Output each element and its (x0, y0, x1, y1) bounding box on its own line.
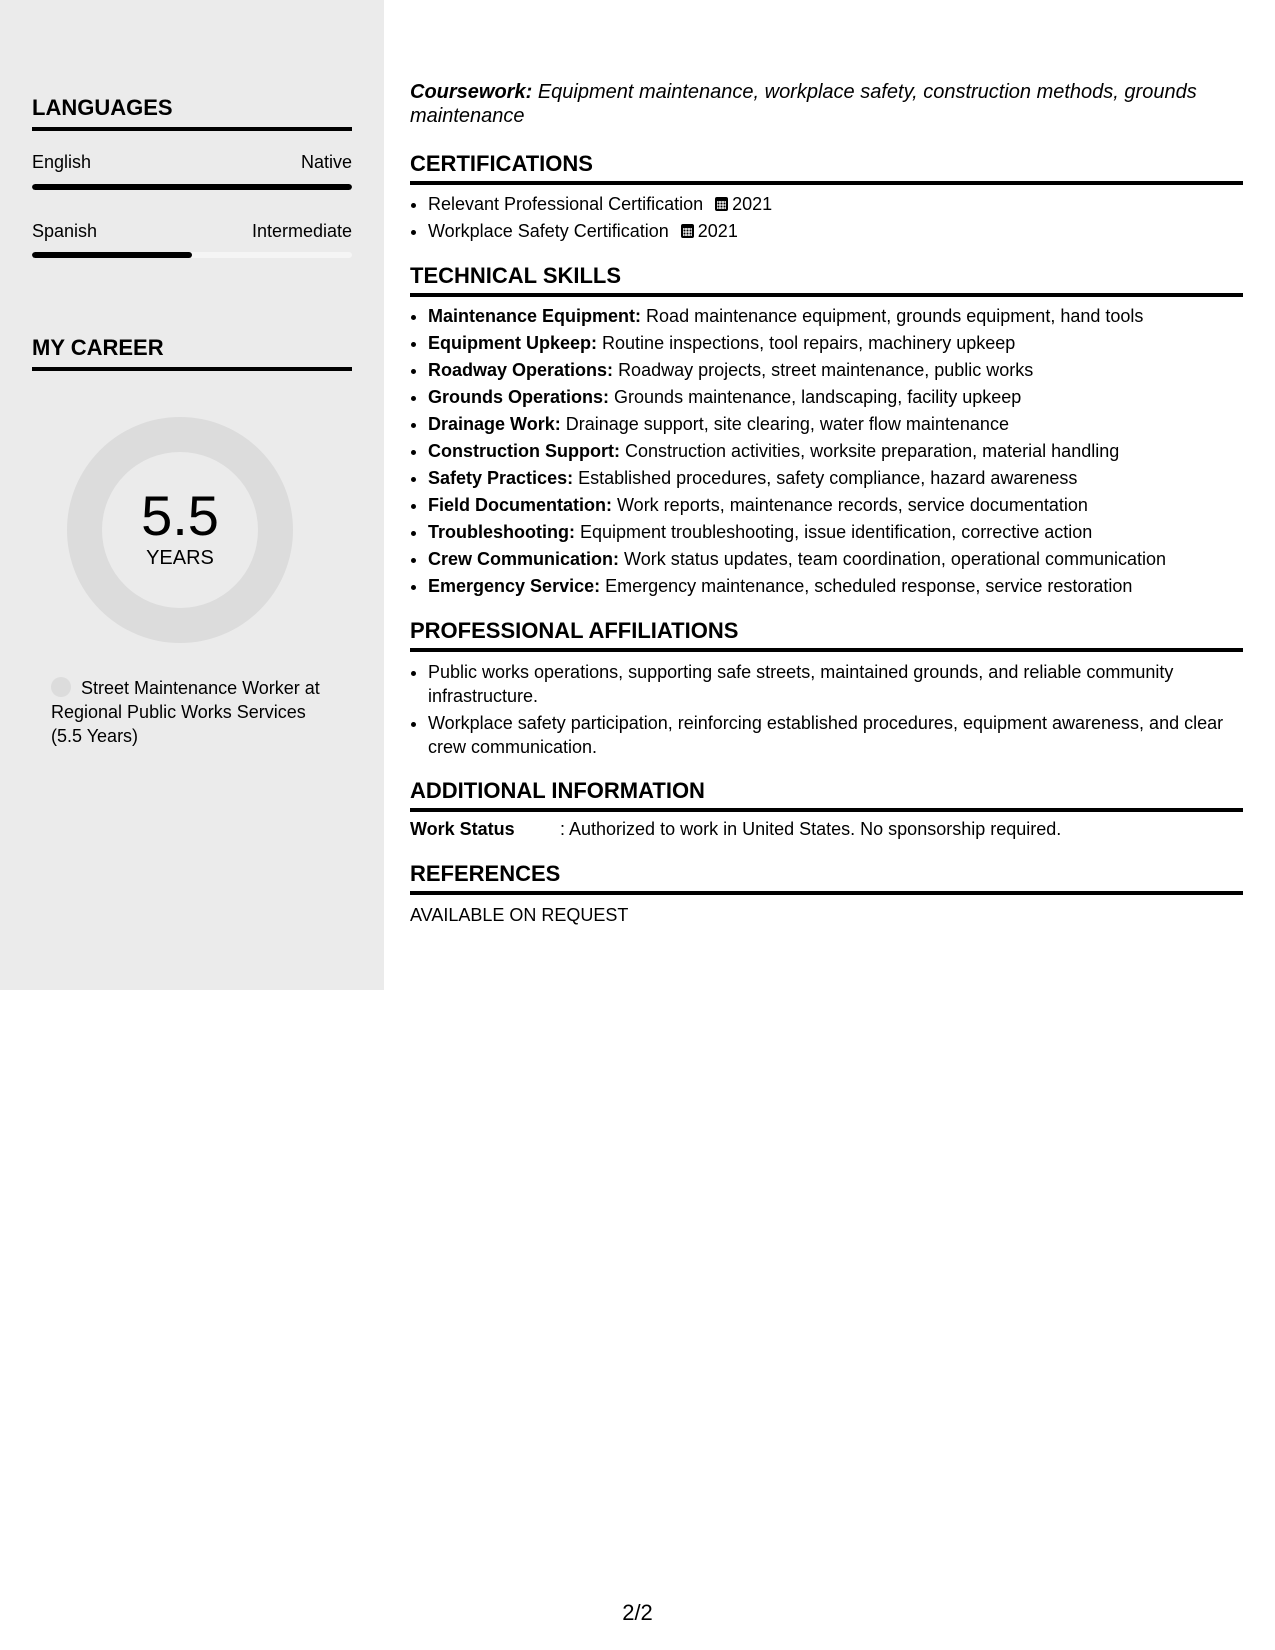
language-name: Spanish (32, 221, 98, 241)
skill-label: Drainage Work: (428, 414, 561, 434)
career-years-donut (67, 417, 293, 643)
work-status-value: : Authorized to work in United States. No sponsorship required. (560, 819, 1062, 839)
skill-item (428, 411, 1243, 438)
career-dot-icon (51, 677, 71, 697)
skill-label: Safety Practices: (428, 468, 574, 488)
language-bar-english (32, 184, 352, 190)
affiliations-list (410, 660, 1243, 762)
references-heading: REFERENCES (410, 861, 1243, 895)
certifications-list (410, 191, 1243, 245)
skill-item (428, 330, 1243, 357)
language-bar-fill (32, 184, 352, 190)
coursework-label: Coursework: (410, 81, 533, 103)
coursework (410, 80, 1243, 128)
skill-text: Roadway projects, street maintenance, public works (618, 360, 1034, 380)
certification-name: Workplace Safety Certification (428, 221, 669, 241)
career-heading: MY CAREER (32, 335, 352, 371)
affiliations-heading: PROFESSIONAL AFFILIATIONS (410, 618, 1243, 652)
skill-text: Grounds maintenance, landscaping, facility upkeep (614, 387, 1022, 407)
skill-item (428, 465, 1243, 492)
skill-text: Road maintenance equipment, grounds equipment, hand tools (646, 306, 1144, 326)
calendar-icon (715, 197, 728, 211)
skill-text: Work status updates, team coordination, operational communication (624, 549, 1166, 569)
skill-label: Troubleshooting: (428, 522, 575, 542)
calendar-icon (681, 224, 694, 238)
skill-text: Work reports, maintenance records, service documentation (617, 495, 1088, 515)
career-entry-text: Street Maintenance Worker at Regional Public Works Services (5.5 Years) (51, 678, 320, 746)
coursework-text: Equipment maintenance, workplace safety, construction methods, grounds maintenance (410, 81, 1197, 127)
skill-text: Drainage support, site clearing, water flow maintenance (565, 414, 1009, 434)
skill-item (428, 438, 1243, 465)
skill-text: Emergency maintenance, scheduled response, service restoration (605, 576, 1133, 596)
language-name: English (32, 152, 92, 172)
sidebar (0, 0, 384, 990)
skill-item (428, 573, 1243, 600)
skill-item (428, 492, 1243, 519)
references-text: AVAILABLE ON REQUEST (410, 905, 629, 925)
page-number: 2/2 (622, 1600, 653, 1625)
skill-item (428, 357, 1243, 384)
certification-item (428, 191, 1243, 218)
skill-item (428, 303, 1243, 330)
language-level: Intermediate (251, 221, 352, 241)
skill-label: Emergency Service: (428, 576, 601, 596)
technical-skills-list (410, 303, 1243, 600)
languages-heading: LANGUAGES (32, 95, 352, 131)
language-row-english (32, 152, 352, 173)
career-years-unit: YEARS (146, 547, 214, 569)
skill-label: Grounds Operations: (428, 387, 610, 407)
skill-item (428, 546, 1243, 573)
skill-label: Equipment Upkeep: (428, 333, 598, 353)
technical-skills-heading: TECHNICAL SKILLS (410, 263, 1243, 297)
certification-item (428, 218, 1243, 245)
skill-label: Maintenance Equipment: (428, 306, 642, 326)
certification-year: 2021 (732, 194, 773, 214)
skill-label: Field Documentation: (428, 495, 612, 515)
career-years-value: 5.5 (141, 484, 219, 547)
skill-item (428, 519, 1243, 546)
certifications-heading: CERTIFICATIONS (410, 151, 1243, 185)
certification-year: 2021 (697, 221, 738, 241)
language-bar-spanish (32, 252, 352, 258)
skill-label: Crew Communication: (428, 549, 620, 569)
work-status-label: Work Status (410, 819, 515, 839)
skill-text: Established procedures, safety compliance, hazard awareness (578, 468, 1078, 488)
career-entry (51, 676, 321, 748)
skill-label: Construction Support: (428, 441, 620, 461)
language-level: Native (300, 152, 352, 172)
skill-text: Routine inspections, tool repairs, machinery upkeep (602, 333, 1016, 353)
language-bar-fill (32, 252, 192, 258)
language-row-spanish (32, 221, 352, 242)
skill-label: Roadway Operations: (428, 360, 614, 380)
certification-name: Relevant Professional Certification (428, 194, 704, 214)
skill-text: Equipment troubleshooting, issue identification, corrective action (580, 522, 1093, 542)
affiliation-item: • Public works operations, supporting safe streets, maintained grounds, and reliable community infrastructure. (428, 660, 1243, 708)
additional-info-heading: ADDITIONAL INFORMATION (410, 778, 1243, 812)
work-status-row (410, 819, 1061, 840)
skill-text: Construction activities, worksite preparation, material handling (625, 441, 1120, 461)
skill-item (428, 384, 1243, 411)
career-years-center (102, 452, 258, 608)
affiliation-item: • Workplace safety participation, reinforcing established procedures, equipment awareness, and clear crew communication. (428, 711, 1243, 759)
